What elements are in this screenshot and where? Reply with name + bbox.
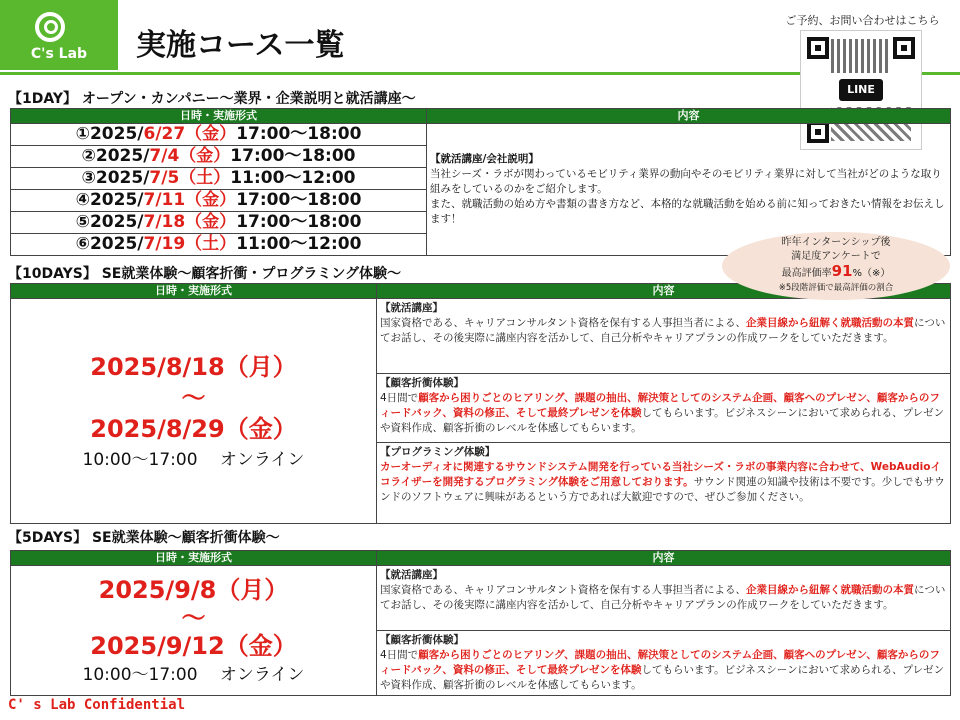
page-title: 実施コース一覧 xyxy=(136,28,345,63)
bubble-rate: 最高評価率91%（※） xyxy=(781,262,891,280)
col-header-date: 日時・実施形式 xyxy=(11,284,377,299)
course1-heading: 【1DAY】 オープン・カンパニー～業界・企業説明と就活講座～ xyxy=(8,91,416,107)
logo-text: C's Lab xyxy=(30,46,88,62)
course2-block-programming: 【プログラミング体験】 カーオーディオに関連するサウンドシステム開発を行っている当社シーズ・ラボの事業内容に合わせて、WebAudioイコライザーを開発するプログラミング体験をご用意しております。サウンド関連の知識や技術は不要です。少しでもサウンドのソフトウェアに興味があるという方であれば大歓迎ですので、ぜひご参加ください。 xyxy=(377,443,951,524)
qr-caption: ご予約、お問い合わせはこちら xyxy=(785,14,940,27)
course1-content: 【就活講座/会社説明】 当社シーズ・ラボが関わっているモビリティ業界の動向やそのモビリティ業界に対して当社がどのような取り組みをしているのかをご紹介します。 また、就職活動の始め方や書類の書き方など、本格的な就職活動を始める前に知っておきたい情報をお伝えします！ xyxy=(427,124,951,256)
col-header-content: 内容 xyxy=(427,109,951,124)
confidential-footer: C' s Lab Confidential xyxy=(8,697,186,713)
course2-date-cell: 2025/8/18（月） ～ 2025/8/29（金） 10:00～17:00 オンライン xyxy=(11,299,377,524)
qr-finder-icon xyxy=(807,37,829,59)
qr-pattern xyxy=(831,39,891,73)
col-header-content: 内容 xyxy=(377,284,951,299)
date-row: ⑤2025/7/18（金）17:00～18:00 xyxy=(11,212,951,234)
line-badge-icon: LINE xyxy=(839,79,883,101)
company-logo xyxy=(0,0,118,70)
bubble-note: ※5段階評価で最高評価の割合 xyxy=(778,283,894,293)
course3-block-negotiation: 【顧客折衝体験】 4日間で顧客から困りごとのヒアリング、課題の抽出、解決策としてのシステム企画、顧客へのプレゼン、顧客からのフィードバック、資料の修正、そして最終プレゼンを体験してもらいます。ビジネスシーンにおいて求められる、プレゼンや資料作成、顧客折衝のレベルを体感してもらいます。 xyxy=(377,631,951,696)
satisfaction-bubble xyxy=(722,232,950,300)
course3-date-cell: 2025/9/8（月） ～ 2025/9/12（金） 10:00～17:00 オンライン xyxy=(11,566,377,696)
logo-inner-ring-icon xyxy=(44,20,58,34)
course2-heading: 【10DAYS】 SE就業体験～顧客折衝・プログラミング体験～ xyxy=(8,266,402,282)
course2-block-career: 【就活講座】 国家資格である、キャリアコンサルタント資格を保有する人事担当者による、企業目線から紐解く就職活動の本質についてお話し、その後実際に講座内容を活かして、自己分析やキャリアプランの作成ワークをしていただきます。 xyxy=(377,299,951,374)
course3-block-career: 【就活講座】 国家資格である、キャリアコンサルタント資格を保有する人事担当者による、企業目線から紐解く就職活動の本質についてお話し、その後実際に講座内容を活かして、自己分析やキャリアプランの作成ワークをしていただきます。 xyxy=(377,566,951,631)
course3-table xyxy=(10,550,951,696)
course2-block-negotiation: 【顧客折衝体験】 4日間で顧客から困りごとのヒアリング、課題の抽出、解決策としてのシステム企画、顧客へのプレゼン、顧客からのフィードバック、資料の修正、そして最終プレゼンを体験してもらいます。ビジネスシーンにおいて求められる、プレゼンや資料作成、顧客折衝のレベルを体感してもらいます。 xyxy=(377,374,951,443)
col-header-content: 内容 xyxy=(377,551,951,566)
col-header-date: 日時・実施形式 xyxy=(11,551,377,566)
date-row: ⑥2025/7/19（土）11:00～12:00 xyxy=(11,234,951,256)
bubble-line1: 昨年インターンシップ後 xyxy=(781,237,891,248)
date-row: ③2025/7/5（土）11:00～12:00 xyxy=(11,168,951,190)
qr-finder-icon xyxy=(893,37,915,59)
date-row: ①2025/6/27（金）17:00～18:00 【就活講座/会社説明】 当社シーズ・ラボが関わっているモビリティ業界の動向やそのモビリティ業界に対して当社がどのような取り組みをしているのかをご紹介します。 また、就職活動の始め方や書類の書き方など、本格的な就職活動を始める前に知っておきたい情報をお伝えします！ xyxy=(11,124,951,146)
date-row: ④2025/7/11（金）17:00～18:00 xyxy=(11,190,951,212)
date-row: ②2025/7/4（金）17:00～18:00 xyxy=(11,146,951,168)
course2-table xyxy=(10,283,951,524)
col-header-date: 日時・実施形式 xyxy=(11,109,427,124)
bubble-line2: 満足度アンケートで xyxy=(791,251,881,262)
course3-heading: 【5DAYS】 SE就業体験～顧客折衝体験～ xyxy=(8,530,280,546)
